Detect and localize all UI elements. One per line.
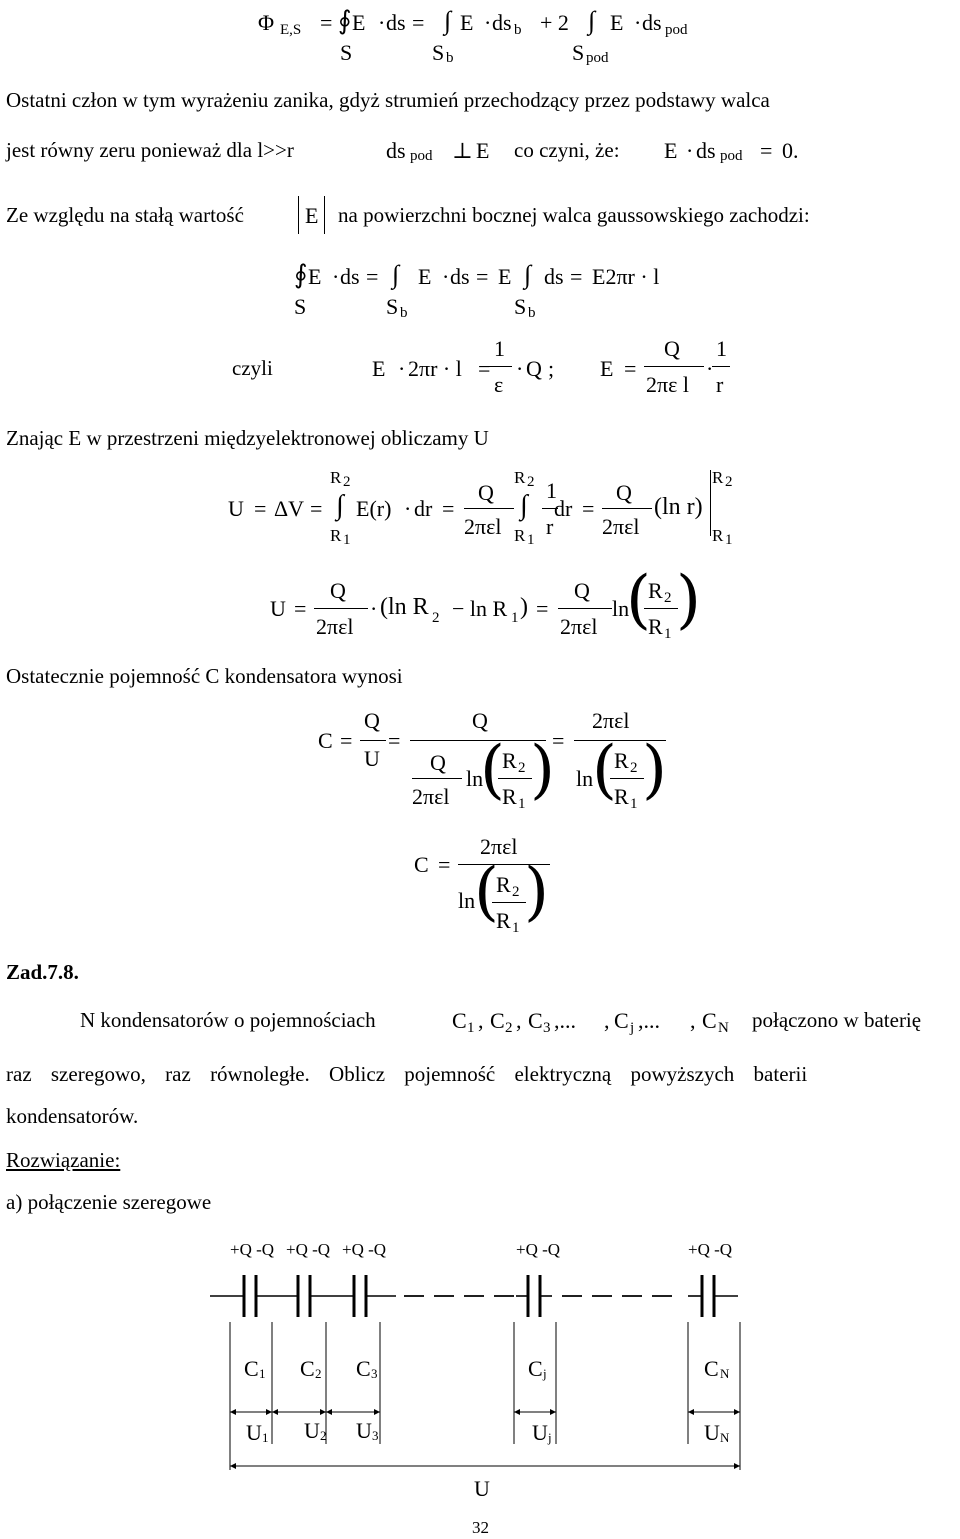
charge-label: +Q -Q — [516, 1240, 561, 1259]
charge-label: +Q -Q — [342, 1240, 387, 1259]
charge-label: +Q -Q — [230, 1240, 275, 1259]
solution-heading: Rozwiązanie: — [6, 1148, 121, 1172]
capacitor-label: C — [356, 1356, 371, 1381]
paragraph-text: kondensatorów. — [6, 1104, 139, 1128]
voltage-label: U — [356, 1418, 372, 1443]
capacitor-label: C — [244, 1356, 259, 1381]
capacitor-label: C — [704, 1356, 719, 1381]
voltage-label: U — [246, 1420, 262, 1445]
charge-label: +Q -Q — [286, 1240, 331, 1259]
total-voltage-label: U — [474, 1476, 490, 1501]
integral-symbol: ∫ — [588, 6, 596, 35]
series-heading: a) połączenie szeregowe — [6, 1190, 212, 1214]
phi-subscript: E,S — [280, 22, 302, 38]
voltage-label: U — [304, 1418, 320, 1443]
exercise-title: Zad.7.8. — [6, 960, 79, 984]
paragraph-text: Ostatecznie pojemność C kondensatora wynosi — [6, 664, 403, 688]
voltage-label: U — [704, 1420, 720, 1445]
page-number: 32 — [472, 1518, 489, 1537]
charge-label: +Q -Q — [688, 1240, 733, 1259]
voltage-label: U — [532, 1420, 548, 1445]
capacitor-label: C — [300, 1356, 315, 1381]
paragraph-text: Znając E w przestrzeni międzyelektronowej obliczamy U — [6, 426, 489, 450]
closed-integral-symbol: ∮ — [338, 6, 352, 35]
capacitor-label: C — [528, 1356, 543, 1381]
phi-symbol: Φ — [258, 10, 275, 35]
paragraph-text: Ostatni człon w tym wyrażeniu zanika, gdyż strumień przechodzący przez podstawy walca — [6, 88, 770, 112]
integral-symbol: ∫ — [444, 6, 452, 35]
paragraph-text: raz szeregowo, raz równoległe. Oblicz pojemność elektryczną powyższych baterii — [6, 1062, 808, 1086]
